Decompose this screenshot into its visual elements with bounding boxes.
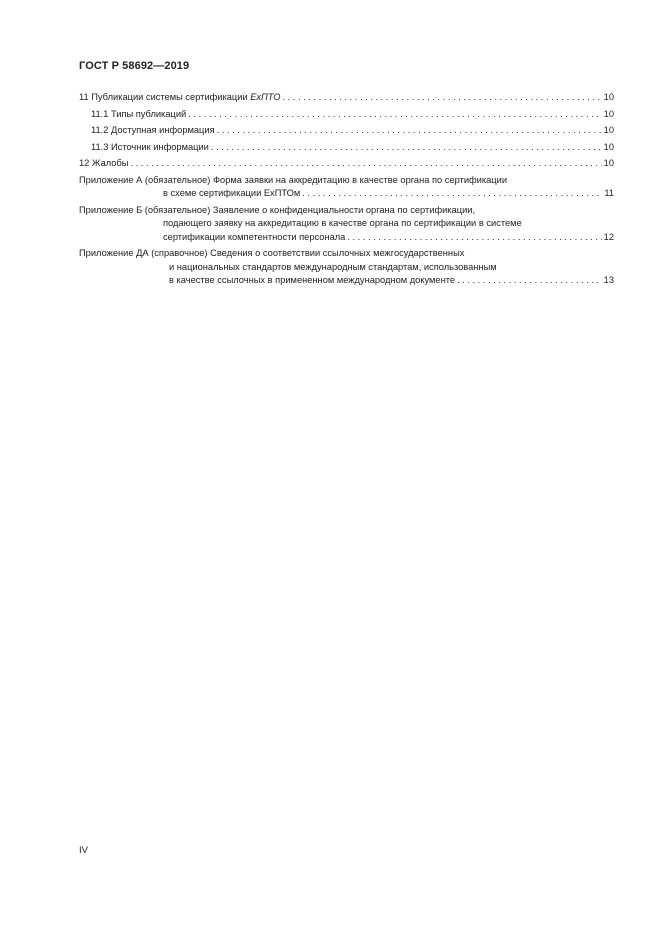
- dot-leader: [457, 274, 602, 288]
- toc-page-number: 13: [603, 275, 614, 285]
- toc-page-number: 11: [604, 188, 614, 198]
- toc-page-number: 10: [603, 92, 614, 102]
- toc-entry-text: 11.3 Источник информации: [91, 141, 209, 152]
- toc-entry-11-1[interactable]: [79, 108, 614, 122]
- dot-leader: [347, 231, 601, 245]
- toc-entry-text: в качестве ссылочных в примененном международном документе: [169, 275, 456, 285]
- table-of-contents: [79, 91, 614, 288]
- toc-entry-11-3[interactable]: [79, 141, 614, 155]
- dot-leader: [283, 91, 602, 105]
- dot-leader: [131, 157, 602, 171]
- dot-leader: [302, 187, 602, 201]
- toc-page-number: 10: [603, 141, 614, 152]
- toc-entry-annex-a[interactable]: [79, 174, 614, 201]
- toc-entry-text: и национальных стандартов международным стандартам, использованным: [169, 261, 497, 272]
- toc-entry-text: Приложение Б (обязательное) Заявление о конфиденциальности органа по сертификации,: [79, 204, 476, 215]
- toc-entry-text: 12 Жалобы: [79, 158, 129, 168]
- toc-page-number: 10: [603, 125, 614, 135]
- toc-entry-text: подающего заявку на аккредитацию в качестве органа по сертификации в системе: [163, 218, 522, 228]
- toc-page-number: 10: [603, 108, 614, 119]
- page-number: IV: [79, 845, 88, 856]
- dot-leader: [188, 108, 601, 122]
- toc-entry-text: 11 Публикации системы сертификации ЕхПТО: [79, 92, 281, 102]
- toc-entry-annex-b[interactable]: [79, 204, 614, 245]
- toc-entry-text: Приложение А (обязательное) Форма заявки на аккредитацию в качестве органа по сертификации: [79, 174, 508, 185]
- toc-entry-text: в схеме сертификации ExПТОм: [163, 188, 301, 198]
- dot-leader: [211, 141, 602, 155]
- toc-entry-italic: ЕхПТО: [250, 92, 281, 102]
- toc-entry-11-2[interactable]: [79, 124, 614, 138]
- toc-entry-text: 11.2 Доступная информация: [91, 125, 215, 135]
- toc-entry-text: 11.1 Типы публикаций: [91, 108, 187, 119]
- dot-leader: [217, 124, 602, 138]
- toc-entry-11[interactable]: [79, 91, 614, 105]
- toc-page-number: 12: [603, 231, 614, 242]
- toc-entry-text: сертификации компетентности персонала: [163, 231, 346, 242]
- toc-page-number: 10: [603, 158, 614, 168]
- document-header: ГОСТ Р 58692—2019: [79, 60, 190, 72]
- toc-entry-annex-da[interactable]: [79, 247, 614, 288]
- toc-entry-12[interactable]: [79, 157, 614, 171]
- toc-entry-text: Приложение ДА (справочное) Сведения о соответствии ссылочных межгосударственных: [79, 248, 465, 258]
